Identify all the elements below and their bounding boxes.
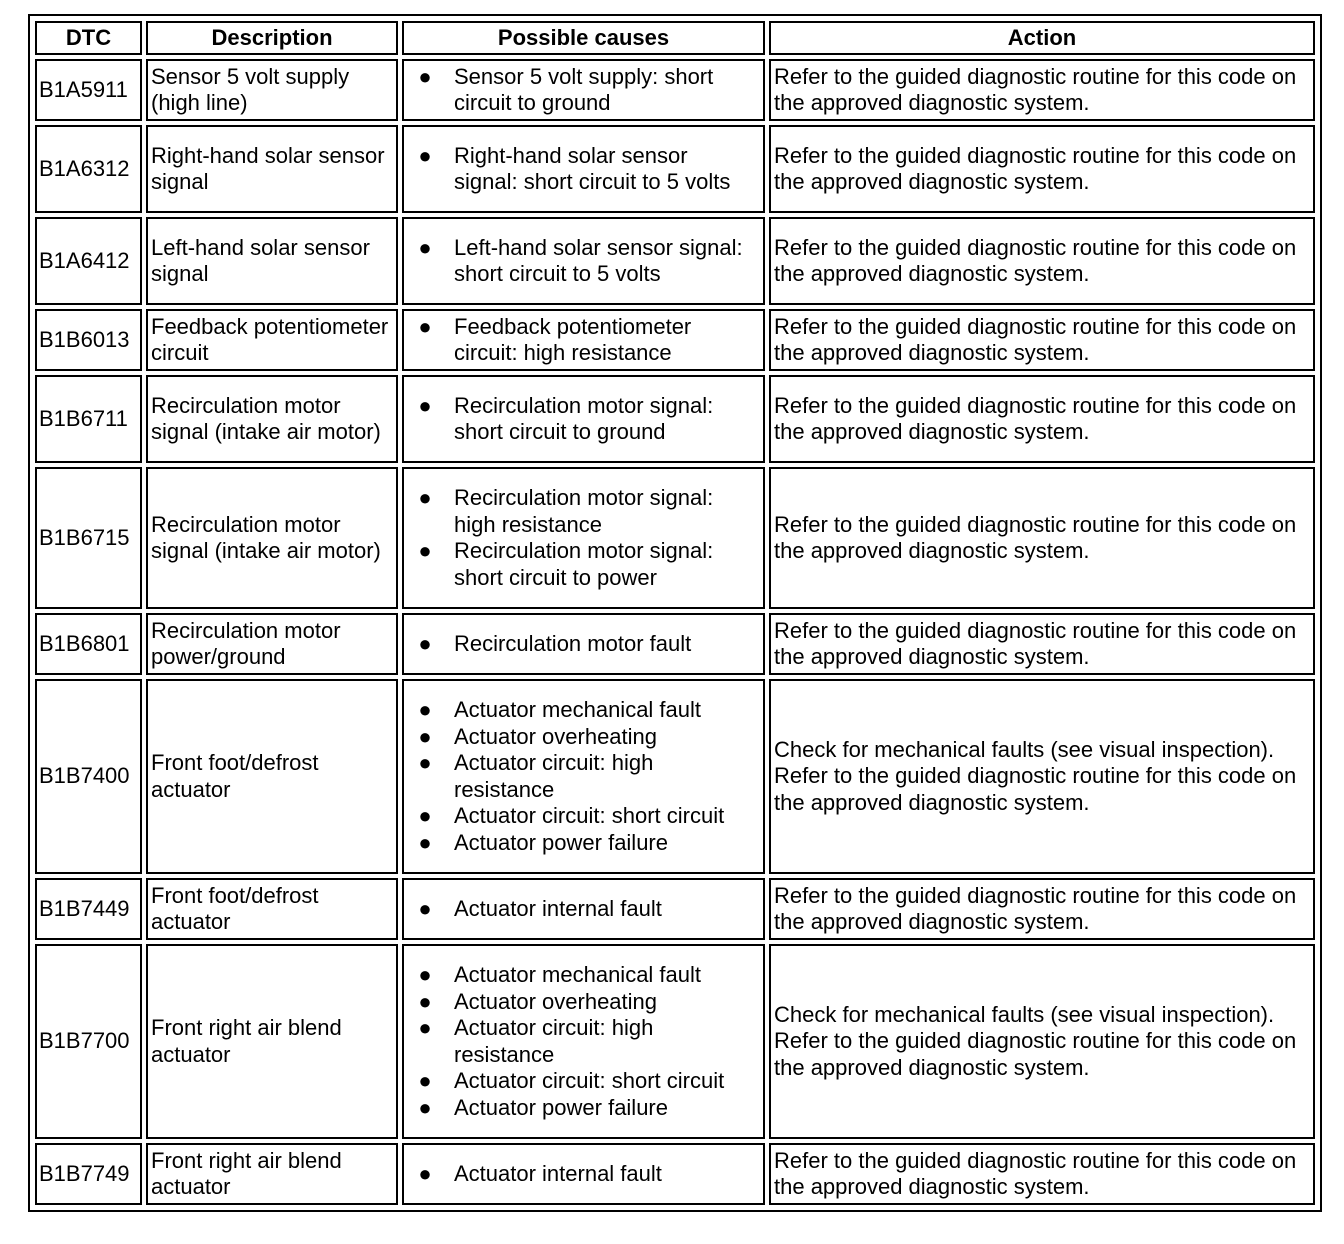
description-cell: Front foot/defrost actuator bbox=[146, 679, 398, 874]
header-description: Description bbox=[146, 21, 398, 55]
cause-list-item bbox=[418, 234, 755, 288]
causes-list bbox=[418, 895, 755, 923]
cause-list-item bbox=[418, 697, 755, 724]
causes-list bbox=[418, 1160, 755, 1188]
cause-text: Actuator internal fault bbox=[454, 895, 662, 921]
header-possible-causes: Possible causes bbox=[402, 21, 765, 55]
action-cell: Refer to the guided diagnostic routine for this code on the approved diagnostic system. bbox=[769, 467, 1315, 609]
bullet-icon: ● bbox=[418, 1094, 432, 1120]
table-row bbox=[35, 878, 1315, 940]
cause-list-item bbox=[418, 895, 755, 923]
action-cell: Refer to the guided diagnostic routine for this code on the approved diagnostic system. bbox=[769, 125, 1315, 213]
cause-list-item bbox=[418, 1160, 755, 1188]
table-row bbox=[35, 125, 1315, 213]
table-row bbox=[35, 467, 1315, 609]
table-row bbox=[35, 1143, 1315, 1205]
dtc-code-cell: B1A5911 bbox=[35, 59, 142, 121]
cause-text: Actuator mechanical fault bbox=[454, 697, 702, 722]
cause-text: Recirculation motor signal: high resistance bbox=[454, 485, 714, 537]
cause-text: Actuator circuit: high resistance bbox=[454, 1015, 654, 1067]
cause-text: Recirculation motor signal: short circuit to ground bbox=[454, 392, 714, 444]
bullet-icon: ● bbox=[418, 234, 432, 260]
bullet-icon: ● bbox=[418, 750, 432, 775]
dtc-code-cell: B1B7400 bbox=[35, 679, 142, 874]
bullet-icon: ● bbox=[418, 1160, 432, 1186]
cause-list-item bbox=[418, 803, 755, 830]
cause-list-item bbox=[418, 750, 755, 803]
bullet-icon: ● bbox=[418, 723, 432, 749]
dtc-code-cell: B1A6412 bbox=[35, 217, 142, 305]
cause-text: Actuator overheating bbox=[454, 988, 658, 1014]
cause-text: Feedback potentiometer circuit: high resistance bbox=[454, 313, 692, 365]
action-cell: Refer to the guided diagnostic routine for this code on the approved diagnostic system. bbox=[769, 217, 1315, 305]
table-row bbox=[35, 679, 1315, 874]
description-cell: Front foot/defrost actuator bbox=[146, 878, 398, 940]
bullet-icon: ● bbox=[418, 1068, 432, 1093]
causes-list bbox=[418, 313, 755, 367]
bullet-icon: ● bbox=[418, 697, 432, 722]
possible-causes-cell bbox=[402, 467, 765, 609]
bullet-icon: ● bbox=[418, 895, 432, 921]
description-cell: Recirculation motor signal (intake air motor) bbox=[146, 375, 398, 463]
dtc-table bbox=[31, 17, 1319, 1209]
possible-causes-cell bbox=[402, 125, 765, 213]
cause-list-item bbox=[418, 829, 755, 857]
description-cell: Feedback potentiometer circuit bbox=[146, 309, 398, 371]
cause-list-item bbox=[418, 485, 755, 538]
bullet-icon: ● bbox=[418, 1015, 432, 1040]
dtc-code-cell: B1B7749 bbox=[35, 1143, 142, 1205]
possible-causes-cell bbox=[402, 613, 765, 675]
table-row bbox=[35, 375, 1315, 463]
table-row bbox=[35, 613, 1315, 675]
table-row bbox=[35, 217, 1315, 305]
cause-text: Actuator circuit: short circuit bbox=[454, 803, 725, 828]
possible-causes-cell bbox=[402, 944, 765, 1139]
cause-text: Actuator internal fault bbox=[454, 1160, 662, 1186]
cause-list-item bbox=[418, 1068, 755, 1095]
bullet-icon: ● bbox=[418, 829, 432, 855]
table-row bbox=[35, 944, 1315, 1139]
description-cell: Sensor 5 volt supply (high line) bbox=[146, 59, 398, 121]
action-cell: Refer to the guided diagnostic routine for this code on the approved diagnostic system. bbox=[769, 878, 1315, 940]
action-cell: Refer to the guided diagnostic routine for this code on the approved diagnostic system. bbox=[769, 59, 1315, 121]
causes-list bbox=[418, 485, 755, 591]
description-cell: Recirculation motor signal (intake air motor) bbox=[146, 467, 398, 609]
cause-text: Actuator circuit: short circuit bbox=[454, 1068, 725, 1093]
cause-text: Right-hand solar sensor signal: short circuit to 5 volts bbox=[454, 142, 731, 194]
cause-list-item bbox=[418, 723, 755, 751]
causes-list bbox=[418, 142, 755, 196]
bullet-icon: ● bbox=[418, 485, 432, 510]
dtc-code-cell: B1B6715 bbox=[35, 467, 142, 609]
causes-list bbox=[418, 392, 755, 446]
bullet-icon: ● bbox=[418, 313, 432, 339]
cause-list-item bbox=[418, 538, 755, 591]
dtc-code-cell: B1B6013 bbox=[35, 309, 142, 371]
cause-list-item bbox=[418, 630, 755, 658]
possible-causes-cell bbox=[402, 309, 765, 371]
description-cell: Recirculation motor power/ground bbox=[146, 613, 398, 675]
cause-text: Actuator circuit: high resistance bbox=[454, 750, 654, 802]
bullet-icon: ● bbox=[418, 142, 432, 168]
dtc-code-cell: B1B7700 bbox=[35, 944, 142, 1139]
description-cell: Right-hand solar sensor signal bbox=[146, 125, 398, 213]
bullet-icon: ● bbox=[418, 538, 432, 563]
cause-list-item bbox=[418, 962, 755, 989]
cause-text: Actuator overheating bbox=[454, 723, 658, 749]
dtc-code-cell: B1A6312 bbox=[35, 125, 142, 213]
action-cell: Refer to the guided diagnostic routine for this code on the approved diagnostic system. bbox=[769, 613, 1315, 675]
action-cell: Check for mechanical faults (see visual inspection). Refer to the guided diagnostic routine for this code on the approved diagnostic system. bbox=[769, 944, 1315, 1139]
header-action: Action bbox=[769, 21, 1315, 55]
bullet-icon: ● bbox=[418, 988, 432, 1014]
cause-text: Left-hand solar sensor signal: short circuit to 5 volts bbox=[454, 234, 743, 286]
bullet-icon: ● bbox=[418, 63, 432, 89]
cause-list-item bbox=[418, 1094, 755, 1122]
cause-list-item bbox=[418, 313, 755, 367]
causes-list bbox=[418, 234, 755, 288]
possible-causes-cell bbox=[402, 59, 765, 121]
header-dtc: DTC bbox=[35, 21, 142, 55]
possible-causes-cell bbox=[402, 1143, 765, 1205]
cause-text: Actuator power failure bbox=[454, 1094, 668, 1120]
cause-text: Sensor 5 volt supply: short circuit to ground bbox=[454, 63, 714, 115]
bullet-icon: ● bbox=[418, 962, 432, 987]
action-cell: Check for mechanical faults (see visual inspection). Refer to the guided diagnostic routine for this code on the approved diagnostic system. bbox=[769, 679, 1315, 874]
cause-list-item bbox=[418, 1015, 755, 1068]
action-cell: Refer to the guided diagnostic routine for this code on the approved diagnostic system. bbox=[769, 309, 1315, 371]
table-row bbox=[35, 59, 1315, 121]
cause-list-item bbox=[418, 142, 755, 196]
dtc-table-frame bbox=[28, 14, 1322, 1212]
dtc-code-cell: B1B6801 bbox=[35, 613, 142, 675]
description-cell: Front right air blend actuator bbox=[146, 1143, 398, 1205]
possible-causes-cell bbox=[402, 375, 765, 463]
cause-text: Recirculation motor signal: short circuit to power bbox=[454, 538, 714, 590]
causes-list bbox=[418, 630, 755, 658]
bullet-icon: ● bbox=[418, 392, 432, 418]
action-cell: Refer to the guided diagnostic routine for this code on the approved diagnostic system. bbox=[769, 375, 1315, 463]
possible-causes-cell bbox=[402, 217, 765, 305]
dtc-code-cell: B1B6711 bbox=[35, 375, 142, 463]
cause-list-item bbox=[418, 392, 755, 446]
table-row bbox=[35, 309, 1315, 371]
dtc-code-cell: B1B7449 bbox=[35, 878, 142, 940]
header-row bbox=[35, 21, 1315, 55]
cause-text: Recirculation motor fault bbox=[454, 630, 692, 656]
description-cell: Front right air blend actuator bbox=[146, 944, 398, 1139]
possible-causes-cell bbox=[402, 679, 765, 874]
description-cell: Left-hand solar sensor signal bbox=[146, 217, 398, 305]
causes-list bbox=[418, 697, 755, 856]
bullet-icon: ● bbox=[418, 803, 432, 828]
causes-list bbox=[418, 63, 755, 117]
bullet-icon: ● bbox=[418, 630, 432, 656]
cause-text: Actuator mechanical fault bbox=[454, 962, 702, 987]
causes-list bbox=[418, 962, 755, 1121]
action-cell: Refer to the guided diagnostic routine for this code on the approved diagnostic system. bbox=[769, 1143, 1315, 1205]
cause-list-item bbox=[418, 988, 755, 1016]
cause-text: Actuator power failure bbox=[454, 829, 668, 855]
cause-list-item bbox=[418, 63, 755, 117]
possible-causes-cell bbox=[402, 878, 765, 940]
